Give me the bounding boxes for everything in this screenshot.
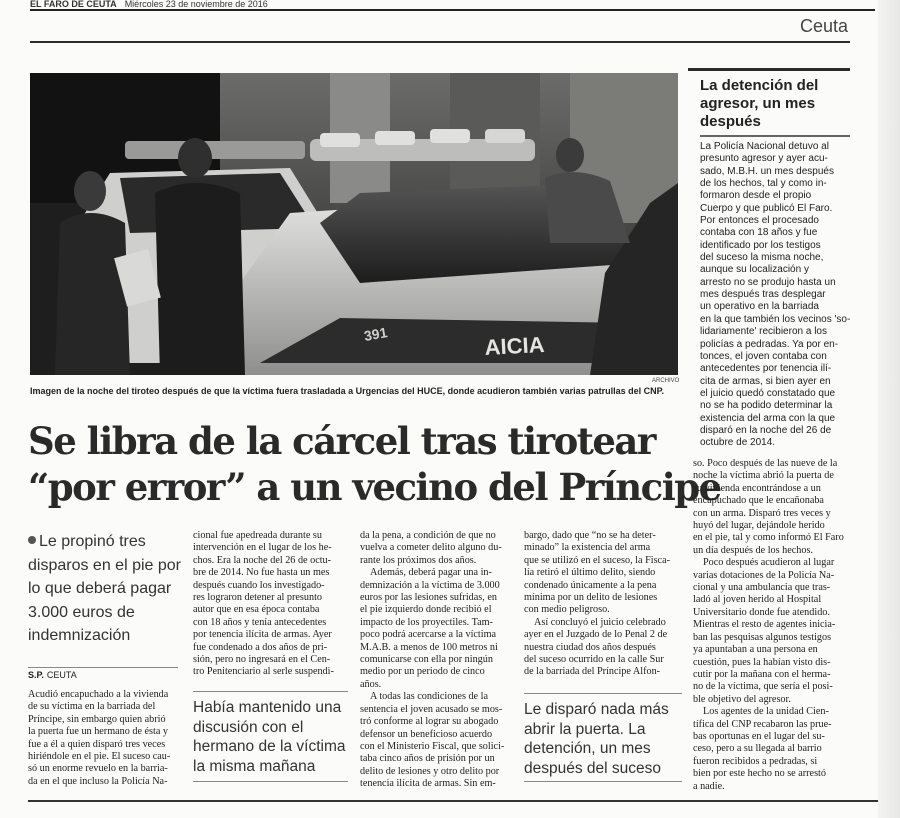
body-line: de su víctima en la barriada del	[28, 701, 156, 713]
subtitle-line: lo que deberá pagar	[28, 580, 172, 597]
body-line: só un enorme revuelo en la barria-	[28, 763, 168, 775]
headline	[28, 418, 721, 510]
body-column-3	[360, 530, 512, 791]
body-line: encapuchado que le encañonaba	[693, 495, 824, 507]
top-rule	[30, 9, 875, 11]
body-line: su vivienda encontrándose a un	[693, 482, 821, 494]
section-label: Ceuta	[799, 16, 848, 36]
sidebar-line: cita de armas, si bien ayer en	[700, 375, 831, 387]
photo-caption: Imagen de la noche del tiroteo después de que la víctima fuera trasladada a Urgencias del HUCE, donde acudieron también varias patrullas del CNP.	[30, 386, 665, 396]
body-line: varias dotaciones de la Policía Na-	[693, 569, 835, 581]
body-line: fue condenado a dos años de pri-	[193, 641, 328, 653]
pullquote-rule	[193, 781, 348, 782]
body-line: minado” la existencia del arma	[524, 542, 651, 554]
body-line: fue a él a quien disparó tres veces	[28, 738, 166, 750]
body-line: cuestión, pues la habían visto dis-	[693, 656, 831, 668]
body-line: euros por las lesiones sufridas, en	[360, 592, 497, 604]
bottom-rule	[28, 800, 878, 802]
body-line: bien por este hecho no se arrestó	[693, 768, 826, 780]
sidebar-line: policías a pedradas. Ya por en-	[700, 338, 839, 350]
body-column-2	[193, 530, 348, 679]
body-line: intervención en el lugar de los he-	[193, 542, 332, 554]
sidebar-title: La detención del agresor, un mes después	[700, 77, 819, 130]
subtitle-line: disparos en el pie por	[28, 556, 181, 574]
sidebar-line: el juicio quedó constatado que	[700, 387, 836, 399]
body-line: tenencia ilícita de armas. Sin em-	[360, 778, 496, 790]
sidebar-line: disparó en la noche del 26 de	[700, 424, 832, 436]
body-line: condenado únicamente a la pena	[524, 579, 657, 591]
body-line: con el Ministerio Fiscal, que solici-	[360, 740, 505, 752]
sidebar-line: mes después tras desplegar	[700, 289, 826, 301]
body-line: después cuando los investigado-	[193, 579, 325, 591]
body-line: Príncipe, sin embargo quien abrió	[28, 713, 166, 725]
news-photo	[30, 73, 678, 375]
sidebar-line: presunto agresor y ayer acu-	[700, 153, 828, 165]
body-line: da en el que incluso la Policía Na-	[28, 775, 168, 787]
pullquote-line: Había mantenido una	[193, 699, 342, 716]
body-line: cional y una ambulancia que tras-	[693, 582, 831, 594]
body-line: cional fue apedreada durante su	[193, 530, 322, 541]
body-line: sión, pero no ingresará en el Cen-	[193, 654, 331, 666]
pullquote-line: Le disparó nada más	[524, 701, 669, 718]
body-line: delito de lesiones y otro delito por	[360, 765, 500, 777]
subtitle-line: Le propinó tres	[39, 533, 146, 550]
body-line: medio por un periodo de cinco	[360, 666, 485, 678]
body-line: la puerta fue un hermano de ésta y	[28, 726, 169, 738]
body-line: chos. Era la noche del 26 de octu-	[193, 554, 332, 566]
body-line: defensor un beneficioso acuerdo	[360, 728, 493, 740]
body-column-5	[693, 458, 853, 793]
body-line: con un arma. Disparó tres veces y	[693, 507, 831, 519]
body-line: Los agentes de la unidad Cien-	[703, 706, 829, 718]
sidebar-body	[700, 141, 854, 450]
headline-line-1: Se libra de la cárcel tras tirotear	[28, 419, 655, 463]
body-line: tro Penitenciario al serle suspendi-	[193, 666, 334, 678]
body-line: el pie izquierdo donde recibió el	[360, 604, 492, 616]
sidebar-line: arresto no se produjo hasta un	[700, 276, 836, 288]
body-line: Así concluyó el juicio celebrado	[534, 616, 666, 628]
body-line: tífica del CNP recabaron las prue-	[693, 718, 832, 730]
body-line: so. Poco después de las nueve de la	[693, 458, 838, 469]
body-line: taba cinco años de prisión por un	[360, 753, 495, 765]
body-line: mínima por un delito de lesiones	[524, 592, 658, 604]
pullquote-line: detención, un mes	[524, 740, 651, 757]
sidebar-line: contaba con 18 años y fue	[700, 227, 818, 239]
body-column-1	[28, 689, 180, 788]
pullquote-line: abrir la puerta. La	[524, 720, 646, 738]
section-rule	[30, 41, 850, 43]
byline-place: CEUTA	[46, 670, 77, 680]
sidebar-line: no se ha podido determinar la	[700, 400, 833, 412]
body-line: A todas las condiciones de la	[370, 691, 488, 703]
sidebar-line: Por entonces el procesado	[700, 215, 819, 227]
pullquote-1	[193, 698, 353, 776]
headline-line-2: “por error” a un vecino del Príncipe	[28, 465, 721, 509]
body-line: no de la víctima, que sería el posi-	[693, 681, 833, 693]
sidebar-line: del suceso la misma noche,	[700, 252, 824, 264]
body-column-4	[524, 530, 682, 679]
body-line: fueron recibidos a pedradas, si	[693, 755, 818, 767]
sidebar-box	[688, 68, 850, 451]
body-line: del suceso ocurrido en la calle Sur	[524, 654, 664, 666]
masthead-date: Miércoles 23 de noviembre de 2016	[124, 0, 268, 8]
byline	[28, 670, 77, 680]
body-line: rante los próximos dos años.	[360, 554, 477, 566]
body-line: ble objetivo del agresor.	[693, 693, 791, 705]
photo-credit: ARCHIVO	[652, 378, 680, 384]
body-line: en el pie, tal y como informó El Faro	[693, 532, 844, 544]
body-line: un día después de los hechos.	[693, 544, 813, 556]
body-line: años.	[360, 678, 382, 690]
body-line: cutir por la mañana con el herma-	[693, 668, 831, 680]
body-line: nuestra ciudad dos años después	[524, 641, 656, 653]
pullquote-line: hermano de la víctima	[193, 738, 346, 755]
sidebar-line: en la que también los vecinos 'so-	[700, 313, 851, 325]
pullquote-2	[524, 700, 684, 778]
body-line: huyó del lugar, dejándole herido	[693, 520, 825, 532]
body-line: ya apuntaban a una persona en	[693, 644, 818, 656]
body-line: sentencia el joven acusado se mos-	[360, 703, 503, 715]
sidebar-line: tonces, el joven contaba con	[700, 350, 827, 362]
pullquote-rule	[524, 693, 682, 694]
body-line: hiriéndole en el pie. El suceso cau-	[28, 751, 171, 763]
body-line: por tenencia ilícita de armas. Ayer	[193, 629, 332, 641]
sidebar-rule	[700, 135, 850, 137]
page-edge	[878, 0, 900, 818]
masthead-paper: EL FARO DE CEUTA	[30, 0, 117, 8]
body-line: lía retiró el último delito, siendo	[524, 567, 656, 579]
sidebar-line: Cuerpo y que publicó El Faro.	[700, 202, 833, 214]
pullquote-line: la misma mañana	[193, 757, 316, 775]
pullquote-line: después del suceso	[524, 759, 662, 777]
body-line: demnización a la víctima de 3.000	[360, 579, 500, 591]
sidebar-line: La Policía Nacional detuvo al	[700, 141, 829, 152]
byline-author: S.P.	[28, 670, 44, 680]
sidebar-line: antecedentes por tenencia ilí-	[700, 363, 832, 375]
body-line: autor que en esa época contaba	[193, 604, 320, 616]
pullquote-rule	[524, 781, 682, 782]
body-line: con 18 años y tenía antecedentes	[193, 616, 327, 628]
body-line: ladó al joven herido al Hospital	[693, 594, 822, 606]
sidebar-line: sado, M.B.H. un mes después	[700, 165, 834, 177]
body-line: M.A.B. a menos de 100 metros ni	[360, 641, 498, 653]
byline-rule	[28, 667, 178, 668]
subheadline	[28, 530, 181, 648]
body-line: a nadie.	[693, 780, 725, 792]
body-line: Acudió encapuchado a la vivienda	[28, 689, 169, 700]
subtitle-line: indemnización	[28, 627, 131, 644]
subtitle-line: 3.000 euros de	[28, 603, 135, 621]
body-line: bargo, dado que “no se ha deter-	[524, 530, 656, 541]
masthead	[30, 0, 875, 8]
body-line: ceso, pero a su llegada al barrio	[693, 743, 822, 755]
sidebar-line: de los hechos, tal y como in-	[700, 178, 827, 190]
body-line: de la barriada del Príncipe Alfon-	[524, 666, 661, 678]
body-line: Poco después acudieron al lugar	[703, 557, 835, 569]
body-line: que se utilizó en el suceso, la Fisca-	[524, 554, 670, 566]
pullquote-rule	[193, 691, 348, 692]
body-line: vuelva a cometer delito alguno du-	[360, 542, 502, 554]
body-line: res lograron detener al presunto	[193, 592, 322, 604]
sidebar-line: lidariamente' recibieron a los	[700, 326, 827, 338]
sidebar-line: aunque su localización y	[700, 264, 809, 276]
sidebar-line: identificado por los testigos	[700, 239, 821, 251]
sidebar-line: octubre de 2014.	[700, 437, 776, 449]
body-line: bre de 2014. No fue hasta un mes	[193, 567, 330, 579]
body-line: comunicarse con ella por ningún	[360, 654, 493, 666]
body-line: da la pena, a condición de que no	[360, 530, 496, 541]
pullquote-line: discusión con el	[193, 718, 304, 736]
body-line: impacto de los proyectiles. Tam-	[360, 616, 493, 628]
body-line: ayer en el Juzgado de lo Penal 2 de	[524, 629, 668, 641]
body-line: con medio peligroso.	[524, 604, 610, 616]
body-line: Mientras el resto de agentes inicia-	[693, 619, 836, 631]
sidebar-line: existencia del arma con la que	[700, 412, 836, 424]
body-line: bas oportunas en el lugar del su-	[693, 730, 825, 742]
body-line: Universitario donde fue atendido.	[693, 606, 830, 618]
body-line: ban las pesquisas algunos testigos	[693, 631, 832, 643]
sidebar-line: un operativo en la barriada	[700, 301, 819, 313]
body-line: noche la víctima abrió la puerta de	[693, 470, 834, 482]
police-scene-image	[30, 73, 678, 375]
body-line: tró conforme al lograr su abogado	[360, 716, 499, 728]
sidebar-line: formaron desde el propio	[700, 190, 812, 202]
body-line: Además, deberá pagar una in-	[370, 567, 492, 579]
bullet-icon	[28, 536, 36, 544]
car-number: 391	[362, 324, 389, 344]
car-lettering: AICIA	[483, 331, 546, 360]
body-line: poco podrá acercarse a la víctima	[360, 629, 497, 641]
